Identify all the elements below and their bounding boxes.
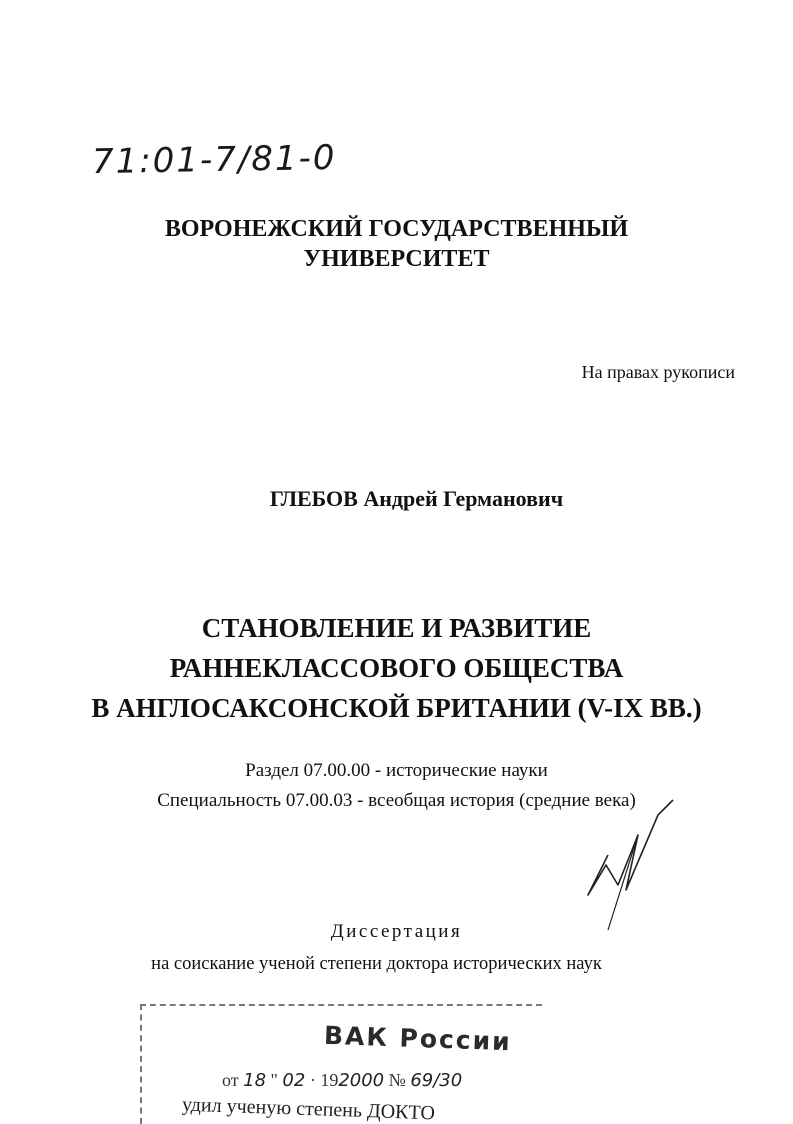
title-line-3: В АНГЛОСАКСОНСКОЙ БРИТАНИИ (V-IX ВВ.) [91,693,702,723]
author-name: ГЛЕБОВ Андрей Германович [269,486,564,511]
stamp-day: 18 [243,1070,267,1091]
section-line: Раздел 07.00.00 - исторические науки [245,760,548,781]
university-line-2: УНИВЕРСИТЕТ [303,246,490,272]
signature-mark [578,795,688,935]
stamp-award-line: удил ученую степень ДОКТО [181,1093,436,1124]
vak-stamp [140,1004,542,1124]
catalog-number: 71:01-7/81-0 [91,137,337,183]
stamp-year: 2000 [338,1070,385,1091]
title-line-2: РАННЕКЛАССОВОГО ОБЩЕСТВА [169,653,624,683]
stamp-date-line: от 18 " 02 · 192000 № 69/30 [222,1070,463,1091]
degree-line: на соискание ученой степени доктора исторических наук [151,954,602,974]
title-line-1: СТАНОВЛЕНИЕ И РАЗВИТИЕ [201,613,592,643]
stamp-title: ВАК России [323,1020,513,1057]
stamp-year-prefix: 19 [320,1070,339,1090]
specialty-line: Специальность 07.00.03 - всеобщая история (средние века) [157,790,636,811]
document-type: Диссертация [330,921,463,942]
university-line-1: ВОРОНЕЖСКИЙ ГОСУДАРСТВЕННЫЙ [164,216,629,242]
stamp-number: 69/30 [410,1070,463,1091]
dissertation-title [0,608,793,728]
stamp-number-prefix: № [388,1070,406,1090]
stamp-date-prefix: от [222,1070,239,1090]
manuscript-rights: На правах рукописи [581,362,735,382]
university-name [0,214,793,274]
stamp-month: 02 [282,1070,306,1091]
